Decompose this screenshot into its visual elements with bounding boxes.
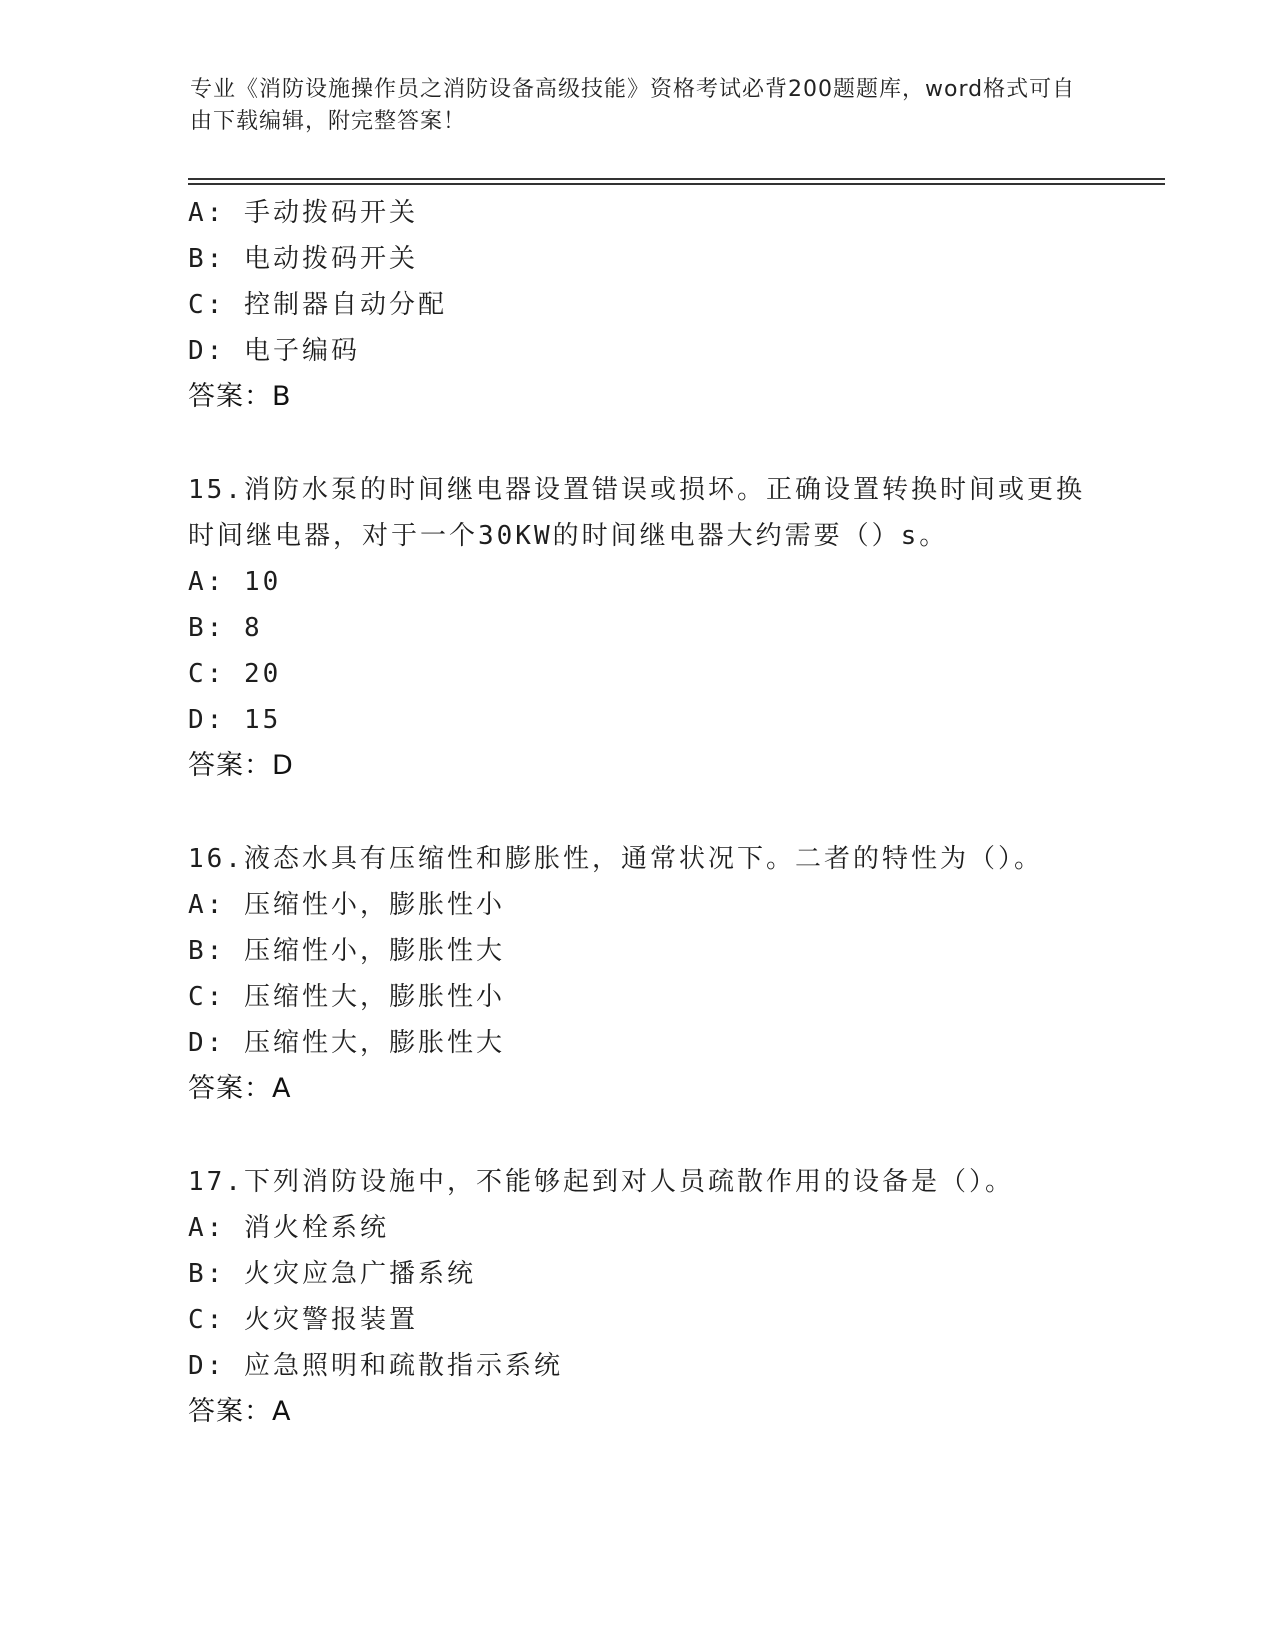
option-c: C: 20	[188, 659, 282, 689]
page-header: 专业《消防设施操作员之消防设备高级技能》资格考试必背200题题库，word格式可自由下载编辑，附完整答案！	[190, 77, 1076, 134]
option-d: D: 压缩性大，膨胀性大	[188, 1028, 505, 1058]
option-d: D: 电子编码	[188, 336, 360, 366]
option-a: A: 手动拨码开关	[188, 198, 418, 228]
header-divider-bottom	[188, 183, 1165, 185]
answer-line: 答案：D	[188, 750, 294, 781]
answer-line: 答案：B	[188, 381, 292, 412]
option-a: A: 压缩性小，膨胀性小	[188, 890, 505, 920]
question-block-15	[188, 467, 1088, 789]
option-b: B: 电动拨码开关	[188, 244, 418, 274]
question-text: 15.消防水泵的时间继电器设置错误或损坏。正确设置转换时间或更换时间继电器，对于一个30KW的时间继电器大约需要（）s。	[188, 475, 1085, 551]
answer-line: 答案：A	[188, 1396, 292, 1427]
option-d: D: 15	[188, 705, 282, 735]
option-a: A: 消火栓系统	[188, 1213, 389, 1243]
question-text: 17.下列消防设施中，不能够起到对人员疏散作用的设备是（）。	[188, 1167, 1014, 1197]
option-c: C: 压缩性大，膨胀性小	[188, 982, 505, 1012]
option-b: B: 8	[188, 613, 263, 643]
answer-line: 答案：A	[188, 1073, 292, 1104]
question-block-14	[188, 190, 1088, 420]
question-list	[188, 190, 1088, 1435]
option-a: A: 10	[188, 567, 282, 597]
question-block-17	[188, 1159, 1088, 1435]
option-c: C: 控制器自动分配	[188, 290, 447, 320]
option-b: B: 压缩性小，膨胀性大	[188, 936, 505, 966]
question-block-16	[188, 836, 1088, 1112]
header-divider-top	[188, 178, 1165, 180]
option-d: D: 应急照明和疏散指示系统	[188, 1351, 563, 1381]
option-b: B: 火灾应急广播系统	[188, 1259, 476, 1289]
question-text: 16.液态水具有压缩性和膨胀性，通常状况下。二者的特性为（）。	[188, 844, 1043, 874]
option-c: C: 火灾警报装置	[188, 1305, 418, 1335]
